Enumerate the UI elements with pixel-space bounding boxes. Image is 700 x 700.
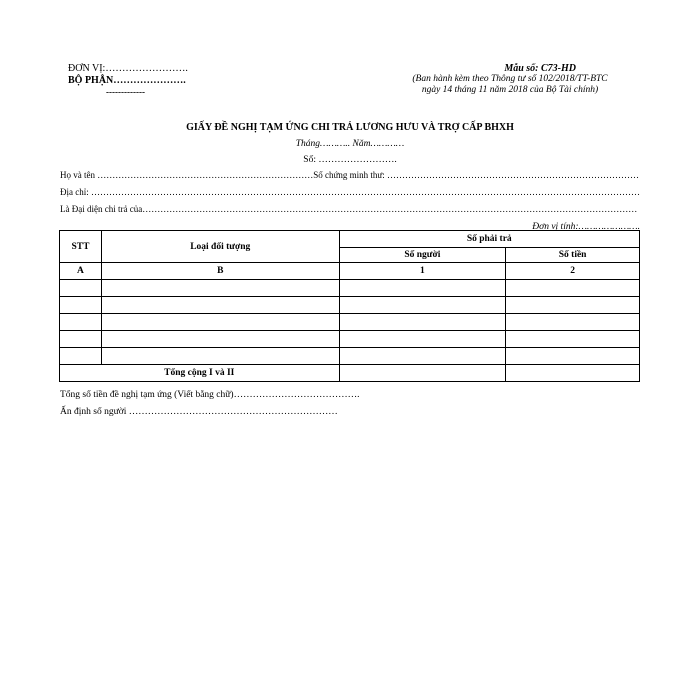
table-cell[interactable] [60,331,102,348]
table-row [60,280,640,297]
table-cell[interactable] [339,348,506,365]
col-stt-header: STT [60,231,102,263]
table-cell[interactable] [101,314,339,331]
table-cell[interactable] [506,297,640,314]
table-cell[interactable] [506,348,640,365]
table-code-row [60,263,640,280]
payment-table [59,230,640,382]
table-cell[interactable] [60,280,102,297]
unit-of-measure: Đơn vị tính:…………………. [532,222,640,232]
address-field-line: Địa chỉ: ………………………………………………………………………………………………………………………………………………………………… [60,187,640,197]
table-cell[interactable] [339,280,506,297]
header-right [380,63,640,96]
table-cell[interactable] [60,348,102,365]
col-amount-header: Số tiền [506,248,640,263]
table-cell[interactable] [506,280,640,297]
table-total-row [60,365,640,382]
table-cell[interactable] [339,297,506,314]
issued-note-1: (Ban hành kèm theo Thông tư số 102/2018/TT-BTC [412,74,608,84]
name-field-line: Họ và tên ………………………………………………………………Số chứng minh thư: ………………………………………………………………………… [60,170,639,180]
table-cell[interactable] [339,331,506,348]
header-left [68,63,188,97]
month-line: Tháng……….. Năm………… [295,139,405,149]
total-in-words-line: Tổng số tiền đề nghị tạm ứng (Viết bằng chữ)…………………………………. [60,390,360,400]
number-line: Số: ……………………. [303,155,397,165]
form-code: Mẫu số: C73-HD [504,63,576,74]
code-cell: 1 [339,263,506,280]
table-cell[interactable] [101,348,339,365]
total-people-cell[interactable] [339,365,506,382]
department-label: BỘ PHẬN…………………. [68,75,186,86]
code-cell: A [60,263,102,280]
unit-label: ĐƠN VỊ:……………………. [68,63,188,74]
table-row [60,314,640,331]
issued-note-2: ngày 14 tháng 11 năm 2018 của Bộ Tài chính) [421,85,599,95]
code-cell: 2 [506,263,640,280]
col-people-header: Số người [339,248,506,263]
table-cell[interactable] [60,314,102,331]
table-cell[interactable] [101,331,339,348]
table-cell[interactable] [101,280,339,297]
table-cell[interactable] [506,331,640,348]
code-cell: B [101,263,339,280]
representative-field-line: Là Đại diện chi trả của………………………………………………………………………………………………………………………………………………… [60,204,638,214]
people-count-line: Ấn định số người ………………………………………………………… [60,407,338,417]
table-cell[interactable] [60,297,102,314]
table-cell[interactable] [101,297,339,314]
total-label: Tổng cộng I và II [60,365,340,382]
total-amount-cell[interactable] [506,365,640,382]
document-title: GIẤY ĐỀ NGHỊ TẠM ỨNG CHI TRẢ LƯƠNG HƯU VÀ TRỢ CẤP BHXH [186,122,514,133]
table-cell[interactable] [506,314,640,331]
table-row [60,297,640,314]
table-row [60,348,640,365]
col-payable-header: Số phải trả [339,231,639,248]
table-cell[interactable] [339,314,506,331]
col-type-header: Loại đối tượng [101,231,339,263]
department-dash: ------------- [106,87,145,97]
table-row [60,331,640,348]
